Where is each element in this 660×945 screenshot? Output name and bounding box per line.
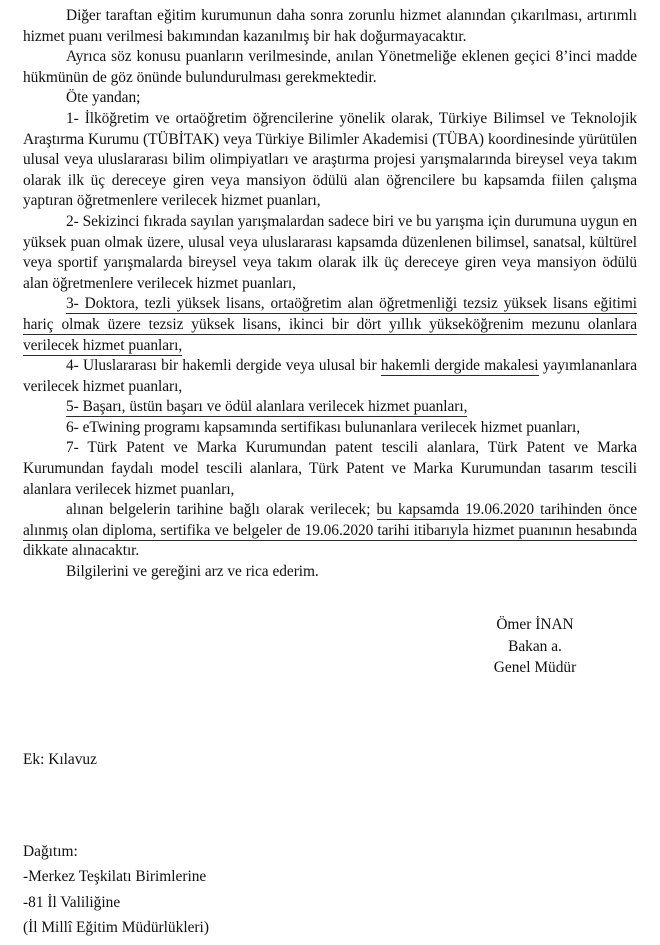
distribution-block (23, 839, 209, 940)
distribution-recipient: -Merkez Teşkilatı Birimlerine (23, 868, 207, 886)
list-item-1: 1- İlköğretim ve ortaöğretim öğrencilerine yönelik olarak, Türkiye Bilimsel ve Teknolojik Araştırma Kurumu (TÜBİTAK) veya Türkiye Bilimler Akademisi (TÜBA) koordinesinde yürütülen ulusal veya uluslararası bilim olimpiyatları ve araştırma projesi yarışmalarında bireysel veya takım olarak ilk üç dereceye giren veya mansiyon ödülü alan öğrencilere bu kapsamda fiilen çalışma yaptıran öğretmenlere verilecek hizmet puanları, (23, 109, 637, 210)
annex-label: Ek: Kılavuz (23, 751, 97, 768)
paragraph-ote-yandan: Öte yandan; (66, 89, 141, 107)
document-body (23, 6, 637, 583)
list-item-3 (23, 294, 637, 356)
signature-title-proxy: Bakan a. (508, 637, 562, 655)
list-item-4-text-tail: yayımlananlara verilecek hizmet puanları, (23, 357, 637, 395)
paragraph-diger-taraftan: Diğer taraftan eğitim kurumunun daha sonra zorunlu hizmet alanından çıkarılması, artırımlı hizmet puanı verilmesi bakımından kazanılmış bir hak doğurmayacaktır. (23, 7, 637, 45)
signature-block (430, 614, 640, 679)
alinan-belgelerin-underlined-text: bu kapsamda 19.06.2020 tarihinden önce alınmış olan diploma, sertifika ve belgeler de 19.06.2020 tarihi itibarıyla hizmet puanının hesabında (23, 501, 637, 539)
paragraph-bilgilerini: Bilgilerini ve gereğini arz ve rica ederim. (66, 563, 319, 581)
distribution-recipient: -81 İl Valiliğine (23, 893, 121, 911)
alinan-belgelerin-text-tail: dikkate alınacaktır. (23, 542, 140, 560)
paragraph-alinan-belgelerin (23, 500, 637, 562)
list-item-3-underlined-text: 3- Doktora, tezli yüksek lisans, ortaöğretim alan öğretmenliği tezsiz yüksek lisans eğitimi hariç olmak üzere tezsiz yüksek lisans, ikinci bir dört yıllık yükseköğrenim mezunu olanlara verilecek hizmet puanları, (23, 295, 637, 354)
paragraph-ayrica: Ayrıca söz konusu puanların verilmesinde, anılan Yönetmeliğe eklenen geçici 8’inci madde hükmünün de göz önünde bulundurulması gerekmektedir. (23, 48, 637, 86)
list-item-4 (23, 356, 637, 397)
distribution-recipient: (İl Millî Eğitim Müdürlükleri) (23, 918, 209, 936)
list-item-4-underlined-text: hakemli dergide makalesi (380, 357, 539, 375)
alinan-belgelerin-text-lead: alınan belgelerin tarihine bağlı olarak verilecek; (66, 501, 377, 519)
list-item-5-underlined-text: 5- Başarı, üstün başarı ve ödül alanlara verilecek hizmet puanları, (66, 398, 468, 416)
signature-title-role: Genel Müdür (493, 659, 577, 676)
distribution-heading: Dağıtım: (23, 843, 78, 860)
list-item-2: 2- Sekizinci fıkrada sayılan yarışmalardan sadece biri ve bu yarışma için durumuna uygun en yüksek puan olmak üzere, ulusal veya uluslararası kapsamda düzenlenen bilimsel, sanatsal, kültürel veya sportif yarışmalarda bireysel veya takım olarak ilk üç dereceye giren veya mansiyon ödülü alan öğretmenlere verilecek hizmet puanları, (23, 212, 637, 292)
list-item-5 (23, 397, 637, 418)
list-item-4-text-lead: 4- Uluslararası bir hakemli dergide veya ulusal bir (66, 357, 381, 375)
signature-name: Ömer İNAN (496, 616, 574, 633)
list-item-7: 7- Türk Patent ve Marka Kurumundan patent tescili alanlara, Türk Patent ve Marka Kurumundan faydalı model tescili alanlara, Türk Patent ve Marka Kurumundan tasarım tescili alanlara verilecek hizmet puanları, (23, 439, 637, 498)
list-item-6: 6- eTwining programı kapsamında sertifikası bulunanlara verilecek hizmet puanları, (66, 418, 581, 436)
